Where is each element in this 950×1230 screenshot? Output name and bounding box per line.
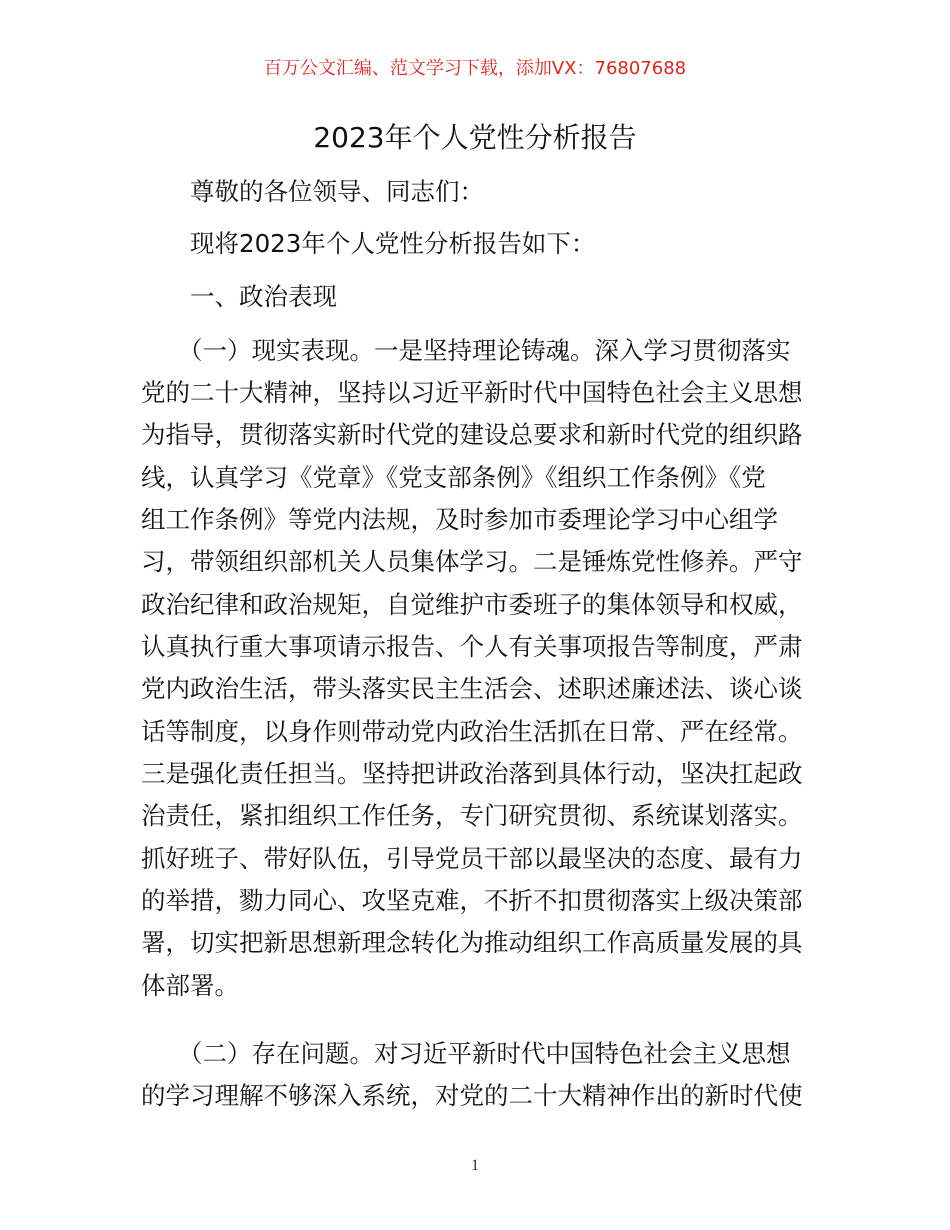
paragraph-line: 党的二十大精神，坚持以习近平新时代中国特色社会主义思想 <box>141 378 803 407</box>
paragraph-line: 党内政治生活，带头落实民主生活会、述职述廉述法、谈心谈 <box>141 674 803 703</box>
paragraph-line: 抓好班子、带好队伍，引导党员干部以最坚决的态度、最有力 <box>141 844 803 873</box>
page-number: 1 <box>471 1157 479 1174</box>
paragraph-line: 组工作条例》等党内法规，及时参加市委理论学习中心组学 <box>141 505 778 534</box>
salutation: 尊敬的各位领导、同志们： <box>190 177 484 206</box>
paragraph-line: 的学习理解不够深入系统，对党的二十大精神作出的新时代使 <box>141 1081 803 1110</box>
paragraph-line: 三是强化责任担当。坚持把讲政治落到具体行动，坚决扛起政 <box>141 759 803 788</box>
paragraph-line: 习，带领组织部机关人员集体学习。二是锤炼党性修养。严守 <box>141 547 803 576</box>
paragraph-line: 的举措，勠力同心、攻坚克难，不折不扣贯彻落实上级决策部 <box>141 886 803 915</box>
paragraph-line: 话等制度，以身作则带动党内政治生活抓在日常、严在经常。 <box>141 717 803 746</box>
paragraph-line: 线，认真学习《党章》《党支部条例》《组织工作条例》《党 <box>141 463 766 492</box>
paragraph-line: 认真执行重大事项请示报告、个人有关事项报告等制度，严肃 <box>141 632 803 661</box>
intro-line: 现将2023年个人党性分析报告如下： <box>190 229 596 258</box>
paragraph-line: （一）现实表现。一是坚持理论铸魂。深入学习贯彻落实 <box>178 336 791 365</box>
paragraph-line: （二）存在问题。对习近平新时代中国特色社会主义思想 <box>178 1039 791 1068</box>
paragraph-line: 体部署。 <box>141 971 239 1000</box>
download-banner: 百万公文汇编、范文学习下载，添加VX：76807688 <box>263 58 687 79</box>
section-heading: 一、政治表现 <box>190 282 337 311</box>
paragraph-line: 署，切实把新思想新理念转化为推动组织工作高质量发展的具 <box>141 928 803 957</box>
paragraph-line: 政治纪律和政治规矩，自觉维护市委班子的集体领导和权威， <box>141 590 803 619</box>
document-title: 2023年个人党性分析报告 <box>313 121 637 154</box>
paragraph-line: 为指导，贯彻落实新时代党的建设总要求和新时代党的组织路 <box>141 420 803 449</box>
paragraph-line: 治责任，紧扣组织工作任务，专门研究贯彻、系统谋划落实。 <box>141 801 803 830</box>
